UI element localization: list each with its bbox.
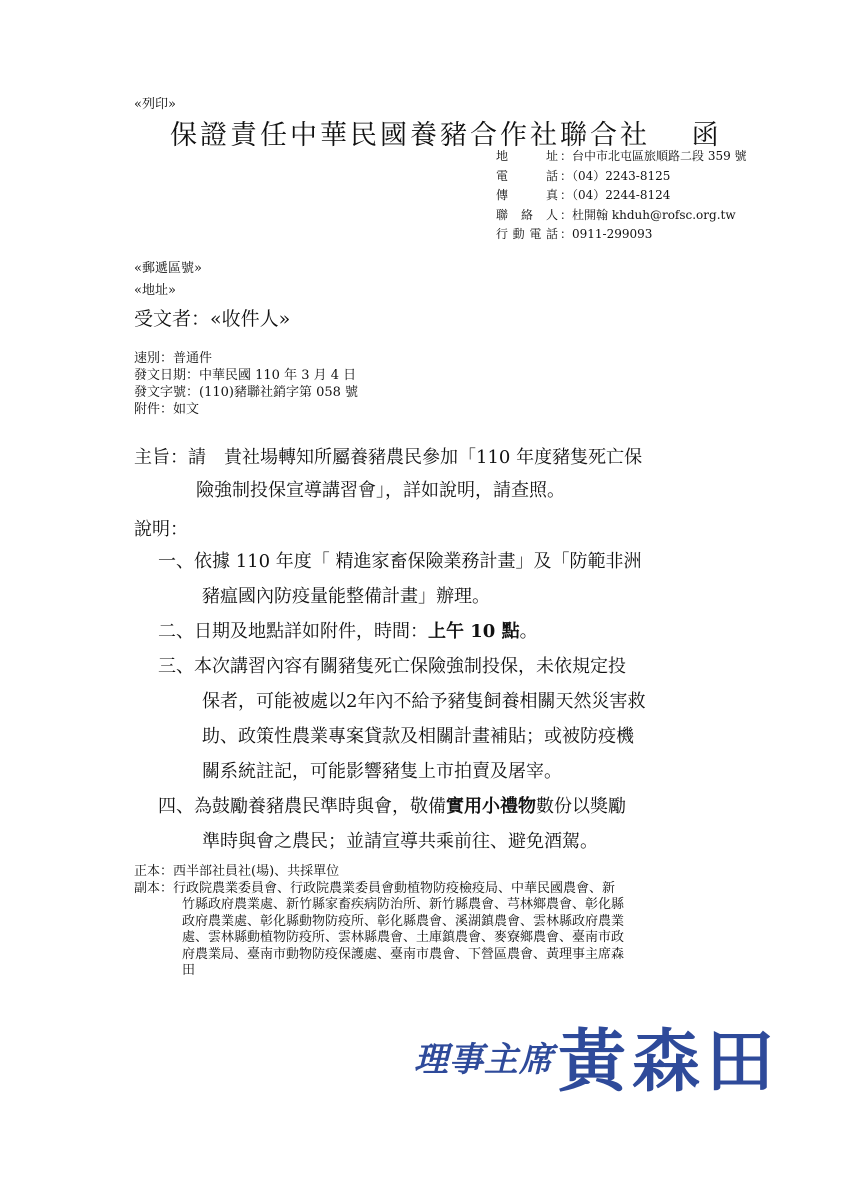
- item-4-text: 四、為鼓勵養豬農民準時與會，敬備: [158, 796, 446, 817]
- contact-value: ：杜開翰 khduh@rofsc.org.tw: [560, 207, 736, 222]
- subject-line: 險強制投保宣導講習會」，詳如說明，請查照。: [196, 480, 565, 501]
- contact-value: ：0911-299093: [560, 227, 653, 241]
- contact-mobile-row: [496, 225, 747, 245]
- item-4-text: 數份以獎勵: [536, 796, 626, 817]
- cc-recipients-line: 田: [182, 963, 196, 978]
- subject-line: 主旨：請 貴社場轉知所屬養豬農民參加「110 年度豬隻死亡保: [134, 447, 643, 468]
- item-2-line: [158, 614, 645, 649]
- cc-recipients-line: 政府農業處、彰化縣動物防疫所、彰化縣農會、溪湖鎮農會、雲林縣政府農業: [182, 913, 625, 929]
- print-tag: «列印»: [134, 97, 176, 112]
- item-1-line: 豬瘟國內防疫量能整備計畫」辦理。: [202, 586, 490, 607]
- item-4-line: 準時與會之農民；並請宣導共乘前往、避免酒駕。: [202, 831, 598, 852]
- contact-label: 電 話: [496, 168, 558, 183]
- item-2-text: 二、日期及地點詳如附件，時間：: [158, 621, 428, 642]
- signature-role: 理事主席: [414, 1040, 554, 1080]
- distribution-list: [134, 864, 624, 980]
- zip-code-field: «郵遞區號»: [134, 261, 202, 276]
- organization-letter-title: 保證責任中華民國養豬合作社聯合社 函: [170, 120, 722, 151]
- contact-person-row: [496, 206, 747, 226]
- item-3-line: 三、本次講習內容有關豬隻死亡保險強制投保，未依規定投: [158, 656, 626, 677]
- document-meta-block: [134, 350, 358, 418]
- contact-label: 行動電話: [496, 227, 558, 241]
- cc-recipients-line: 副本：行政院農業委員會、行政院農業委員會動植物防疫檢疫局、中華民國農會、新: [134, 880, 616, 896]
- chairman-signature-stamp: [414, 1008, 780, 1105]
- item-2-text: 。: [519, 621, 538, 642]
- item-4-gift-emphasis: 實用小禮物: [446, 796, 536, 817]
- description-items: [158, 544, 645, 859]
- cc-recipients-line: 府農業局、臺南市動物防疫保護處、臺南市農會、下營區農會、黃理事主席森: [182, 946, 625, 962]
- contact-fax-row: [496, 186, 747, 206]
- contact-phone-row: [496, 167, 747, 187]
- organization-contact-block: [496, 147, 747, 245]
- attachment-note: 附件：如文: [134, 402, 200, 417]
- contact-label: 地 址: [496, 149, 558, 163]
- cc-recipients-line: 竹縣政府農業處、新竹縣家畜疾病防治所、新竹縣農會、芎林鄉農會、彰化縣: [182, 897, 625, 912]
- description-heading: 說明：: [134, 519, 188, 540]
- item-1-line: 一、依據 110 年度「 精進家畜保險業務計畫」及「防範非洲: [158, 551, 642, 572]
- item-4-line: [158, 789, 645, 824]
- item-3-line: 保者，可能被處以2年內不給予豬隻飼養相關天然災害救: [202, 691, 646, 712]
- contact-address-row: [496, 147, 747, 167]
- issue-date: 發文日期：中華民國 110 年 3 月 4 日: [134, 368, 357, 383]
- item-3-line: 關系統註記，可能影響豬隻上市拍賣及屠宰。: [202, 761, 562, 782]
- main-recipients: 正本：西半部社員社(場)、共採單位: [134, 864, 340, 879]
- contact-label: 傳 真: [496, 188, 558, 202]
- address-field: «地址»: [134, 283, 176, 298]
- speed-class: 速別：普通件: [134, 351, 213, 366]
- cc-recipients-line: 處、雲林縣動植物防疫所、雲林縣農會、土庫鎮農會、麥寮鄉農會、臺南市政: [182, 930, 625, 945]
- subject-paragraph: [134, 441, 642, 507]
- signature-name: 黃森田: [558, 1022, 781, 1102]
- contact-value: ：台中市北屯區旅順路二段 359 號: [560, 149, 747, 163]
- document-number: 發文字號：(110)豬聯社銷字第 058 號: [134, 385, 359, 400]
- contact-value: ：（04）2244-8124: [560, 188, 671, 202]
- recipient-line: 受文者：«收件人»: [134, 308, 291, 330]
- mailing-address-block: [134, 258, 202, 302]
- contact-value: ：（04）2243-8125: [560, 168, 671, 183]
- contact-label: 聯絡人: [496, 207, 558, 222]
- item-2-time-emphasis: 上午 10 點: [428, 621, 520, 642]
- item-3-line: 助、政策性農業專案貸款及相關計畫補貼；或被防疫機: [202, 726, 634, 747]
